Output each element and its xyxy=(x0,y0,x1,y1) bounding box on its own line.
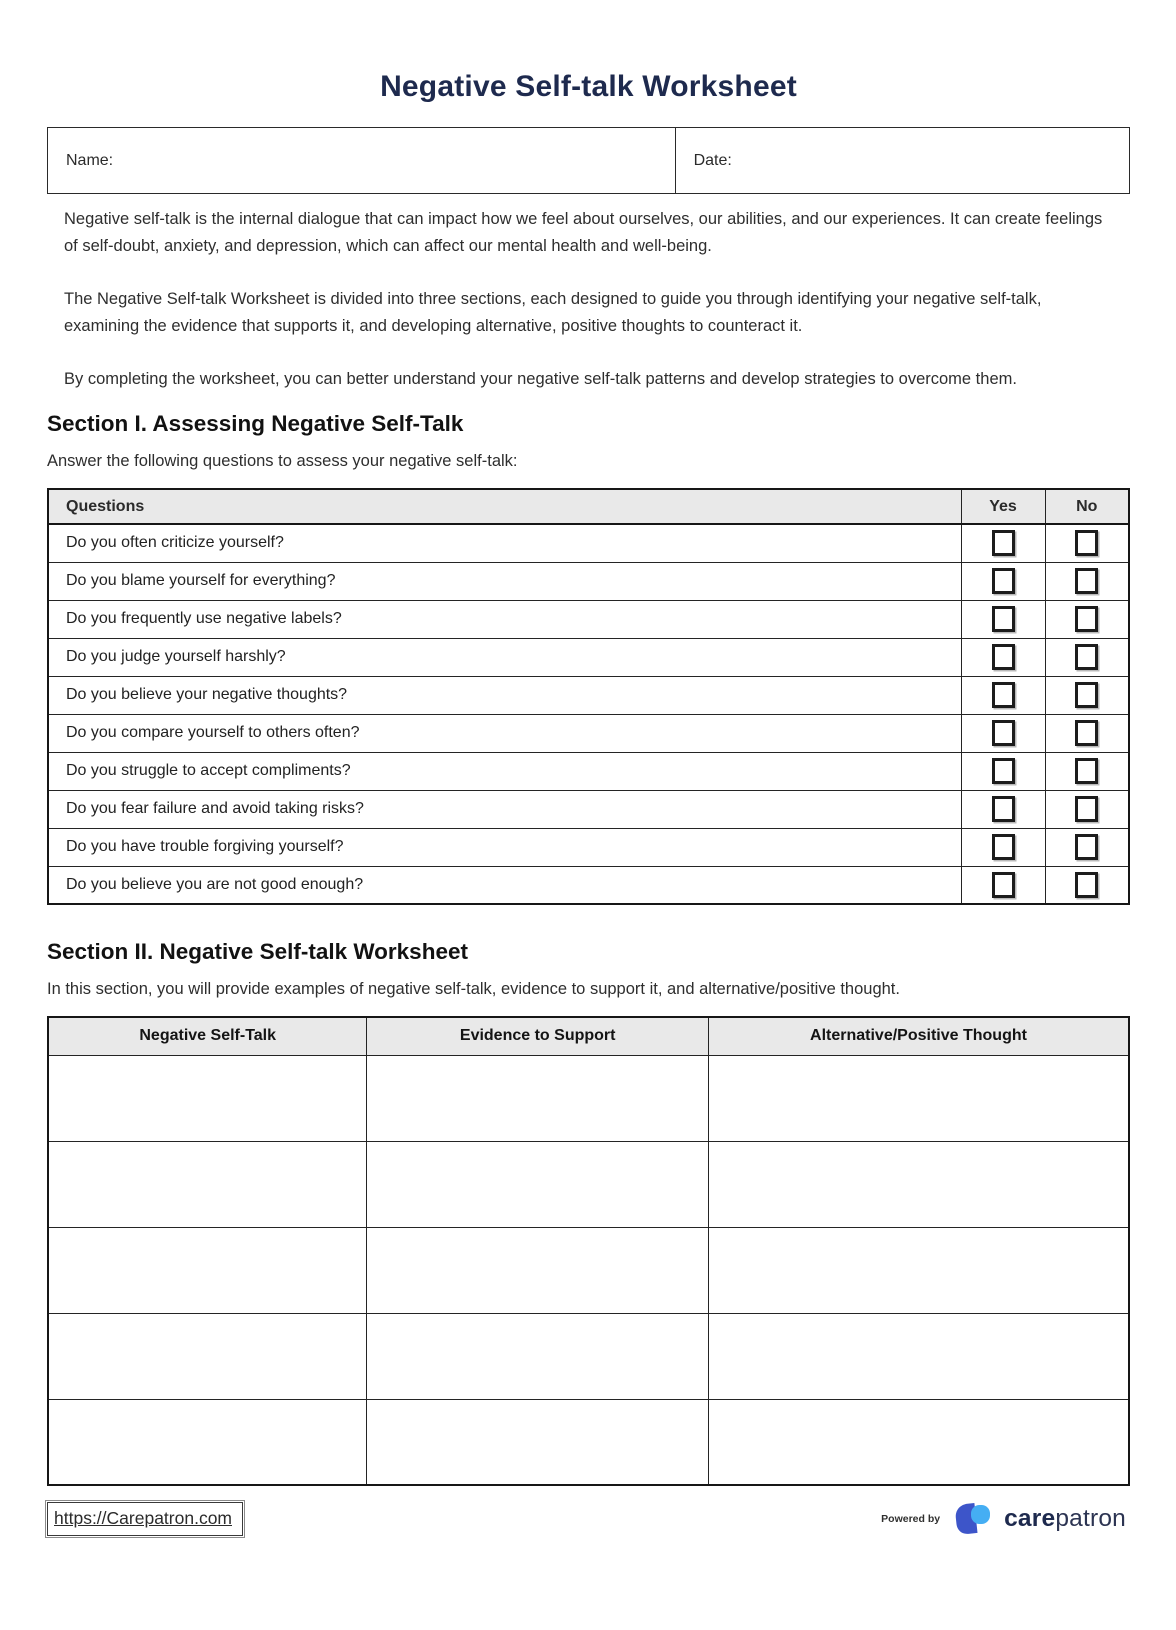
name-label: Name: xyxy=(66,151,114,169)
question-text: Do you struggle to accept compliments? xyxy=(48,752,961,790)
evidence-cell[interactable] xyxy=(367,1313,709,1399)
intro-paragraph-1: Negative self-talk is the internal dialogue that can impact how we feel about ourselves, our abilities, and our experiences. It can create feelings of self-doubt, anxiety, and depression, which can affect our mental health and well-being. xyxy=(64,210,1103,255)
section2-heading: Section II. Negative Self-talk Worksheet xyxy=(47,939,468,964)
question-text: Do you fear failure and avoid taking risks? xyxy=(48,790,961,828)
no-checkbox[interactable] xyxy=(1075,530,1098,556)
yes-checkbox[interactable] xyxy=(992,530,1015,556)
intro-paragraph-3: By completing the worksheet, you can better understand your negative self-talk patterns and develop strategies to overcome them. xyxy=(64,370,1017,388)
name-date-row xyxy=(48,128,1130,194)
negative-self-talk-cell[interactable] xyxy=(48,1141,367,1227)
yes-checkbox[interactable] xyxy=(992,758,1015,784)
question-row xyxy=(48,638,1129,676)
alternative-thought-cell[interactable] xyxy=(708,1227,1129,1313)
section1-heading: Section I. Assessing Negative Self-Talk xyxy=(47,411,464,436)
yes-checkbox[interactable] xyxy=(992,606,1015,632)
name-date-box xyxy=(47,127,1130,194)
negative-self-talk-cell[interactable] xyxy=(48,1227,367,1313)
page-title: Negative Self-talk Worksheet xyxy=(380,70,797,103)
question-text: Do you blame yourself for everything? xyxy=(48,562,961,600)
question-text: Do you compare yourself to others often? xyxy=(48,714,961,752)
yes-checkbox[interactable] xyxy=(992,682,1015,708)
question-text: Do you judge yourself harshly? xyxy=(48,638,961,676)
evidence-cell[interactable] xyxy=(367,1399,709,1485)
worksheet-table-header-row xyxy=(48,1017,1129,1055)
name-field[interactable] xyxy=(48,128,676,194)
question-text: Do you believe your negative thoughts? xyxy=(48,676,961,714)
negative-self-talk-cell[interactable] xyxy=(48,1399,367,1485)
brand-area xyxy=(881,1499,1130,1539)
question-row xyxy=(48,714,1129,752)
question-row xyxy=(48,790,1129,828)
no-checkbox[interactable] xyxy=(1075,796,1098,822)
carepatron-logo-icon xyxy=(952,1499,994,1539)
negative-self-talk-column-header: Negative Self-Talk xyxy=(48,1017,367,1055)
questions-table xyxy=(47,488,1130,905)
question-text: Do you often criticize yourself? xyxy=(48,524,961,562)
questions-column-header: Questions xyxy=(48,489,961,524)
question-row xyxy=(48,866,1129,904)
negative-self-talk-cell[interactable] xyxy=(48,1313,367,1399)
alternative-thought-cell[interactable] xyxy=(708,1055,1129,1141)
site-link-box xyxy=(47,1502,243,1536)
yes-column-header: Yes xyxy=(961,489,1045,524)
evidence-cell[interactable] xyxy=(367,1055,709,1141)
yes-checkbox[interactable] xyxy=(992,834,1015,860)
negative-self-talk-cell[interactable] xyxy=(48,1055,367,1141)
yes-checkbox[interactable] xyxy=(992,644,1015,670)
question-text: Do you believe you are not good enough? xyxy=(48,866,961,904)
intro-paragraph-2: The Negative Self-talk Worksheet is divided into three sections, each designed to guide you through identifying your negative self-talk, examining the evidence that supports it, and developing alternative, positive thoughts to counteract it. xyxy=(64,290,1042,335)
question-row xyxy=(48,524,1129,562)
evidence-cell[interactable] xyxy=(367,1227,709,1313)
page-footer xyxy=(47,1499,1130,1539)
no-checkbox[interactable] xyxy=(1075,720,1098,746)
no-checkbox[interactable] xyxy=(1075,568,1098,594)
wordmark-patron: patron xyxy=(1055,1505,1126,1532)
worksheet-empty-row xyxy=(48,1227,1129,1313)
carepatron-link[interactable]: https://Carepatron.com xyxy=(54,1508,232,1528)
question-row xyxy=(48,828,1129,866)
date-label: Date: xyxy=(693,151,732,169)
no-checkbox[interactable] xyxy=(1075,872,1098,898)
worksheet-empty-row xyxy=(48,1399,1129,1485)
yes-checkbox[interactable] xyxy=(992,796,1015,822)
no-checkbox[interactable] xyxy=(1075,834,1098,860)
question-text: Do you have trouble forgiving yourself? xyxy=(48,828,961,866)
no-checkbox[interactable] xyxy=(1075,644,1098,670)
no-checkbox[interactable] xyxy=(1075,682,1098,708)
question-row xyxy=(48,676,1129,714)
alternative-thought-cell[interactable] xyxy=(708,1313,1129,1399)
question-row xyxy=(48,752,1129,790)
worksheet-empty-row xyxy=(48,1313,1129,1399)
worksheet-table xyxy=(47,1016,1130,1486)
date-field[interactable] xyxy=(675,128,1129,194)
no-column-header: No xyxy=(1045,489,1129,524)
yes-checkbox[interactable] xyxy=(992,720,1015,746)
yes-checkbox[interactable] xyxy=(992,872,1015,898)
evidence-cell[interactable] xyxy=(367,1141,709,1227)
question-row xyxy=(48,600,1129,638)
section1-instruction: Answer the following questions to assess your negative self-talk: xyxy=(47,452,518,470)
worksheet-empty-row xyxy=(48,1141,1129,1227)
no-checkbox[interactable] xyxy=(1075,758,1098,784)
worksheet-empty-row xyxy=(48,1055,1129,1141)
alternative-thought-cell[interactable] xyxy=(708,1141,1129,1227)
evidence-column-header: Evidence to Support xyxy=(367,1017,709,1055)
intro-text xyxy=(64,206,1116,393)
carepatron-wordmark xyxy=(1004,1505,1126,1533)
no-checkbox[interactable] xyxy=(1075,606,1098,632)
question-text: Do you frequently use negative labels? xyxy=(48,600,961,638)
alternative-thought-cell[interactable] xyxy=(708,1399,1129,1485)
wordmark-care: care xyxy=(1004,1505,1056,1532)
powered-by-label: Powered by xyxy=(881,1513,941,1525)
alternative-thought-column-header: Alternative/Positive Thought xyxy=(708,1017,1129,1055)
questions-table-header-row xyxy=(48,489,1129,524)
question-row xyxy=(48,562,1129,600)
section2-instruction: In this section, you will provide examples of negative self-talk, evidence to support it, and alternative/positive thought. xyxy=(47,980,900,998)
yes-checkbox[interactable] xyxy=(992,568,1015,594)
